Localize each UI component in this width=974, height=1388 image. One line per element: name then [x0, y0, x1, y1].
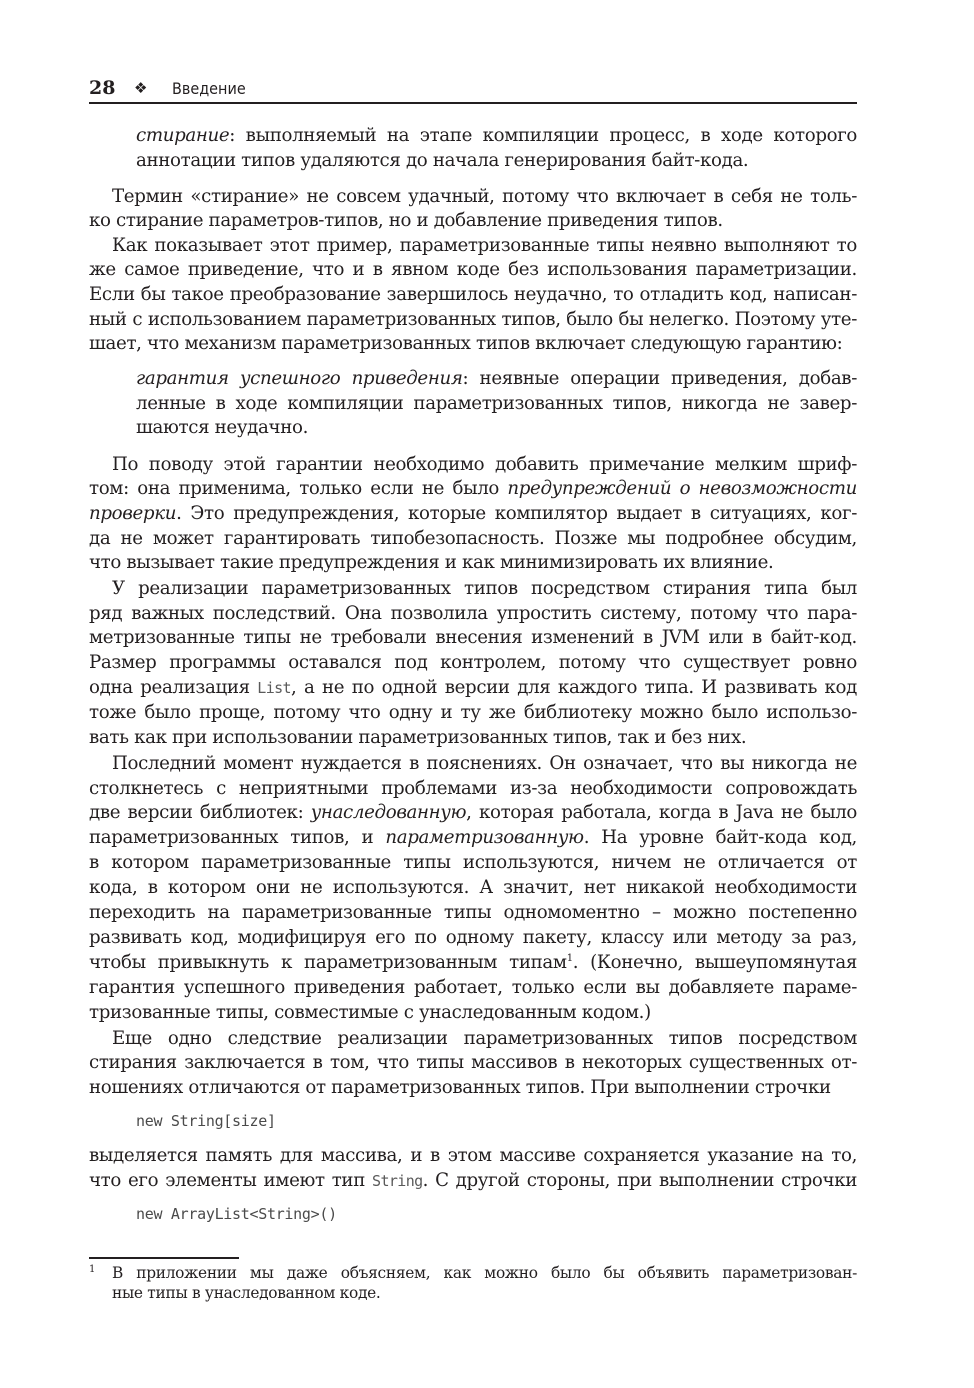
text-line: гарантия успешного приведения: неявные операции приведения, добав-: [136, 368, 857, 389]
text-line: две версии библиотек: унаследованную, которая работала, когда в Java не было: [89, 802, 858, 823]
text-line: параметризованных типов, и параметризованную. На уровне байт-кода код,: [89, 827, 857, 848]
text-line: аннотации типов удаляются до начала генерирования байт-кода.: [136, 150, 749, 171]
emphasis: унаследованную: [310, 802, 467, 823]
footnote-divider: [89, 1257, 239, 1259]
text-line: шаются неудачно.: [136, 417, 308, 438]
text-line: шает, что механизм параметризованных типов включает следующую гарантию:: [89, 333, 843, 354]
text-line: Размер программы оставался под контролем, потому что существует ровно: [89, 652, 857, 673]
ornament-icon: ❖: [134, 79, 148, 97]
text-line: стирания заключается в том, что типы массивов в некоторых существенных от-: [89, 1052, 857, 1073]
text-line: ный с использованием параметризованных типов, было бы нелегко. Поэтому уте-: [89, 309, 857, 330]
text-line: гарантия успешного приведения работает, только если вы добавляете параме-: [89, 977, 857, 998]
text-line: тризованные типы, совместимые с унаследованным кодом.): [89, 1002, 651, 1023]
defined-term: гарантия успешного приведения: [136, 368, 463, 389]
code-block: new ArrayList<String>(): [136, 1205, 337, 1223]
emphasis: параметризованную: [385, 827, 584, 848]
text-line: ко стирание параметров-типов, но и добавление приведения типов.: [89, 210, 723, 231]
text-line: По поводу этой гарантии необходимо добавить примечание мелким шриф-: [112, 454, 857, 475]
text-line: том: она применима, только если не было предупреждений о невозможности: [89, 478, 857, 499]
text-line: проверки. Это предупреждения, которые компилятор выдает в ситуациях, ког-: [89, 503, 857, 524]
footnote-line: ные типы в унаследованном коде.: [112, 1284, 381, 1302]
text-line: Если бы такое преобразование завершилось неудачно, то отладить код, написан-: [89, 284, 857, 305]
text-line: ленные в ходе компиляции параметризованных типов, никогда не завер-: [136, 393, 857, 414]
text-line: развивать код, модифицируя его по одному пакету, классу или методу за раз,: [89, 927, 857, 948]
text-line: одна реализация List, а не по одной версии для каждого типа. И развивать код: [89, 677, 857, 698]
text-line: столкнетесь с неприятными проблемами из-за необходимости сопровождать: [89, 778, 857, 799]
text-line: же самое приведение, что и в явном коде без использования параметризации.: [89, 259, 857, 280]
text-line: У реализации параметризованных типов посредством стирания типа был: [112, 578, 857, 599]
defined-term: стирание: [136, 125, 230, 146]
text-line: Термин «стирание» не совсем удачный, потому что включает в себя не толь-: [112, 186, 857, 207]
inline-code: String: [372, 1172, 423, 1190]
text-line: переходить на параметризованные типы одномоментно – можно постепенно: [89, 902, 857, 923]
text-line: кода, в котором они не используются. А значит, нет никакой необходимости: [89, 877, 857, 898]
code-block: new String[size]: [136, 1112, 276, 1130]
text-line: в котором параметризованные типы используются, ничем не отличается от: [89, 852, 857, 873]
footnote-number: 1: [89, 1264, 96, 1275]
text-line: ношениях отличаются от параметризованных типов. При выполнении строчки: [89, 1077, 831, 1098]
emphasis: проверки: [89, 503, 177, 524]
running-header: [89, 76, 857, 104]
text-line: ряд важных последствий. Она позволила упростить систему, потому что пара-: [89, 603, 857, 624]
inline-code: List: [257, 679, 291, 697]
text-line: тоже было проще, потому что одну и ту же библиотеку можно было использо-: [89, 702, 857, 723]
page-number: 28: [89, 77, 116, 99]
emphasis: предупреждений о невозможности: [507, 478, 857, 499]
text-line: вать как при использовании параметризованных типов, так и без них.: [89, 727, 747, 748]
text-line: да не может гарантировать типобезопасность. Позже мы подробнее обсудим,: [89, 528, 857, 549]
text-line: Как показывает этот пример, параметризованные типы неявно выполняют то: [112, 235, 857, 256]
text-line: Еще одно следствие реализации параметризованных типов посредством: [112, 1028, 857, 1049]
text-line: чтобы привыкнуть к параметризованным типам$^1$. (Конечно, вышеупомянутая: [89, 952, 857, 973]
text-line: Последний момент нуждается в пояснениях. Он означает, что вы никогда не: [112, 753, 857, 774]
chapter-title: Введение: [172, 79, 246, 98]
footnote-line: В приложении мы даже объясняем, как можно было бы объявить параметризован-: [112, 1264, 857, 1282]
footnote-reference[interactable]: 1: [566, 953, 573, 964]
text-line: что его элементы имеют тип String. С другой стороны, при выполнении строчки: [89, 1170, 857, 1191]
text-line: выделяется память для массива, и в этом массиве сохраняется указание на то,: [89, 1145, 857, 1166]
text-line: что вызывает такие предупреждения и как минимизировать их влияние.: [89, 552, 774, 573]
text-line: стирание: выполняемый на этапе компиляции процесс, в ходе которого: [136, 125, 857, 146]
text-line: метризованные типы не требовали внесения изменений в JVM или в байт-код.: [89, 627, 857, 648]
